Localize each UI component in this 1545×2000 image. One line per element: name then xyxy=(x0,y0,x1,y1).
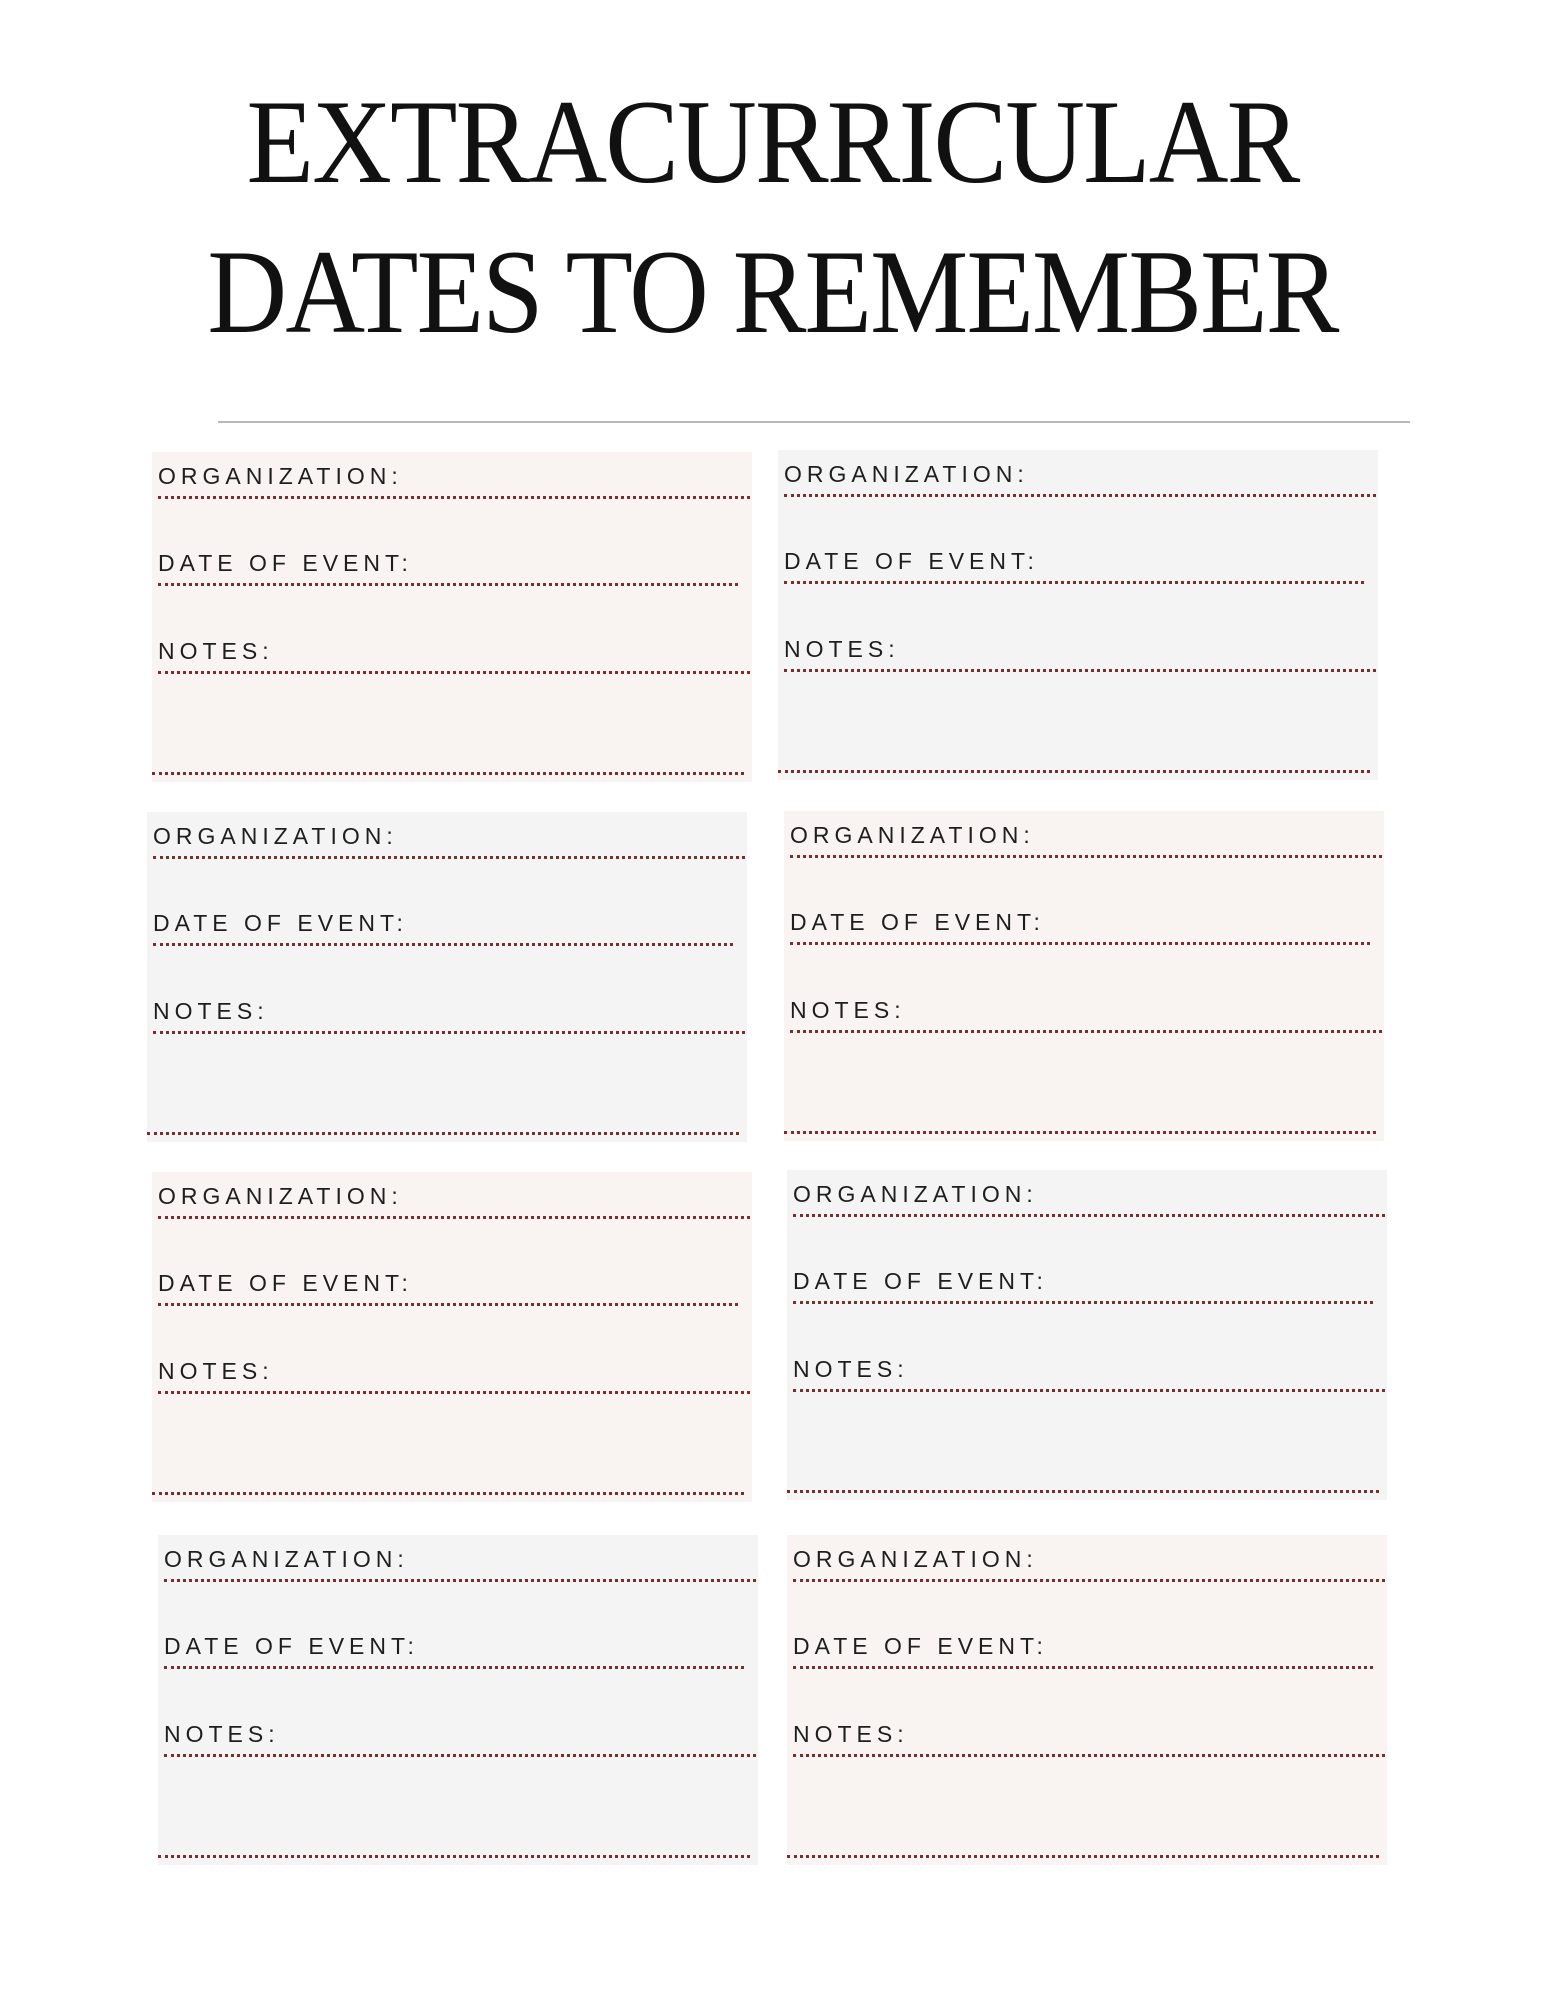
notes-extra-line[interactable] xyxy=(152,772,744,775)
notes-extra-line[interactable] xyxy=(787,1490,1379,1493)
notes-field[interactable] xyxy=(793,1355,1385,1392)
date-of-event-field[interactable] xyxy=(158,549,738,586)
notes-label: NOTES: xyxy=(793,1356,909,1382)
page-title-line-1: EXTRACURRICULAR xyxy=(246,75,1299,208)
organization-field[interactable] xyxy=(158,1182,750,1219)
notes-label: NOTES: xyxy=(790,997,906,1023)
event-card-3 xyxy=(147,812,747,1142)
organization-field[interactable] xyxy=(784,460,1376,497)
notes-field[interactable] xyxy=(164,1720,756,1757)
notes-extra-line[interactable] xyxy=(147,1132,739,1135)
page-title-line-2: DATES TO REMEMBER xyxy=(207,225,1338,358)
event-card-2 xyxy=(778,450,1378,780)
organization-label: ORGANIZATION: xyxy=(793,1181,1038,1207)
date-of-event-field[interactable] xyxy=(153,909,733,946)
notes-field[interactable] xyxy=(790,996,1382,1033)
notes-extra-line[interactable] xyxy=(787,1855,1379,1858)
date-of-event-label: DATE OF EVENT: xyxy=(793,1268,1048,1294)
notes-label: NOTES: xyxy=(793,1721,909,1747)
organization-label: ORGANIZATION: xyxy=(790,822,1035,848)
notes-label: NOTES: xyxy=(158,638,274,664)
event-card-6 xyxy=(787,1170,1387,1500)
event-card-5 xyxy=(152,1172,752,1502)
organization-label: ORGANIZATION: xyxy=(158,1183,403,1209)
notes-label: NOTES: xyxy=(784,636,900,662)
date-of-event-label: DATE OF EVENT: xyxy=(793,1633,1048,1659)
notes-field[interactable] xyxy=(158,637,750,674)
date-of-event-label: DATE OF EVENT: xyxy=(790,909,1045,935)
event-card-7 xyxy=(158,1535,758,1865)
organization-label: ORGANIZATION: xyxy=(158,463,403,489)
organization-field[interactable] xyxy=(158,462,750,499)
notes-field[interactable] xyxy=(153,997,745,1034)
organization-field[interactable] xyxy=(793,1180,1385,1217)
notes-extra-line[interactable] xyxy=(152,1492,744,1495)
date-of-event-field[interactable] xyxy=(164,1632,744,1669)
notes-field[interactable] xyxy=(158,1357,750,1394)
organization-field[interactable] xyxy=(790,821,1382,858)
date-of-event-field[interactable] xyxy=(158,1269,738,1306)
date-of-event-field[interactable] xyxy=(793,1632,1373,1669)
organization-label: ORGANIZATION: xyxy=(164,1546,409,1572)
date-of-event-field[interactable] xyxy=(784,547,1364,584)
event-card-4 xyxy=(784,811,1384,1141)
notes-extra-line[interactable] xyxy=(158,1855,750,1858)
date-of-event-label: DATE OF EVENT: xyxy=(153,910,408,936)
notes-label: NOTES: xyxy=(158,1358,274,1384)
organization-field[interactable] xyxy=(793,1545,1385,1582)
date-of-event-field[interactable] xyxy=(790,908,1370,945)
event-card-8 xyxy=(787,1535,1387,1865)
notes-extra-line[interactable] xyxy=(778,770,1370,773)
notes-field[interactable] xyxy=(793,1720,1385,1757)
organization-field[interactable] xyxy=(164,1545,756,1582)
date-of-event-label: DATE OF EVENT: xyxy=(164,1633,419,1659)
organization-label: ORGANIZATION: xyxy=(784,461,1029,487)
title-divider xyxy=(218,421,1410,423)
notes-extra-line[interactable] xyxy=(784,1131,1376,1134)
organization-label: ORGANIZATION: xyxy=(793,1546,1038,1572)
date-of-event-label: DATE OF EVENT: xyxy=(158,1270,413,1296)
notes-label: NOTES: xyxy=(164,1721,280,1747)
date-of-event-field[interactable] xyxy=(793,1267,1373,1304)
notes-label: NOTES: xyxy=(153,998,269,1024)
date-of-event-label: DATE OF EVENT: xyxy=(784,548,1039,574)
organization-field[interactable] xyxy=(153,822,745,859)
organization-label: ORGANIZATION: xyxy=(153,823,398,849)
event-card-1 xyxy=(152,452,752,782)
date-of-event-label: DATE OF EVENT: xyxy=(158,550,413,576)
notes-field[interactable] xyxy=(784,635,1376,672)
